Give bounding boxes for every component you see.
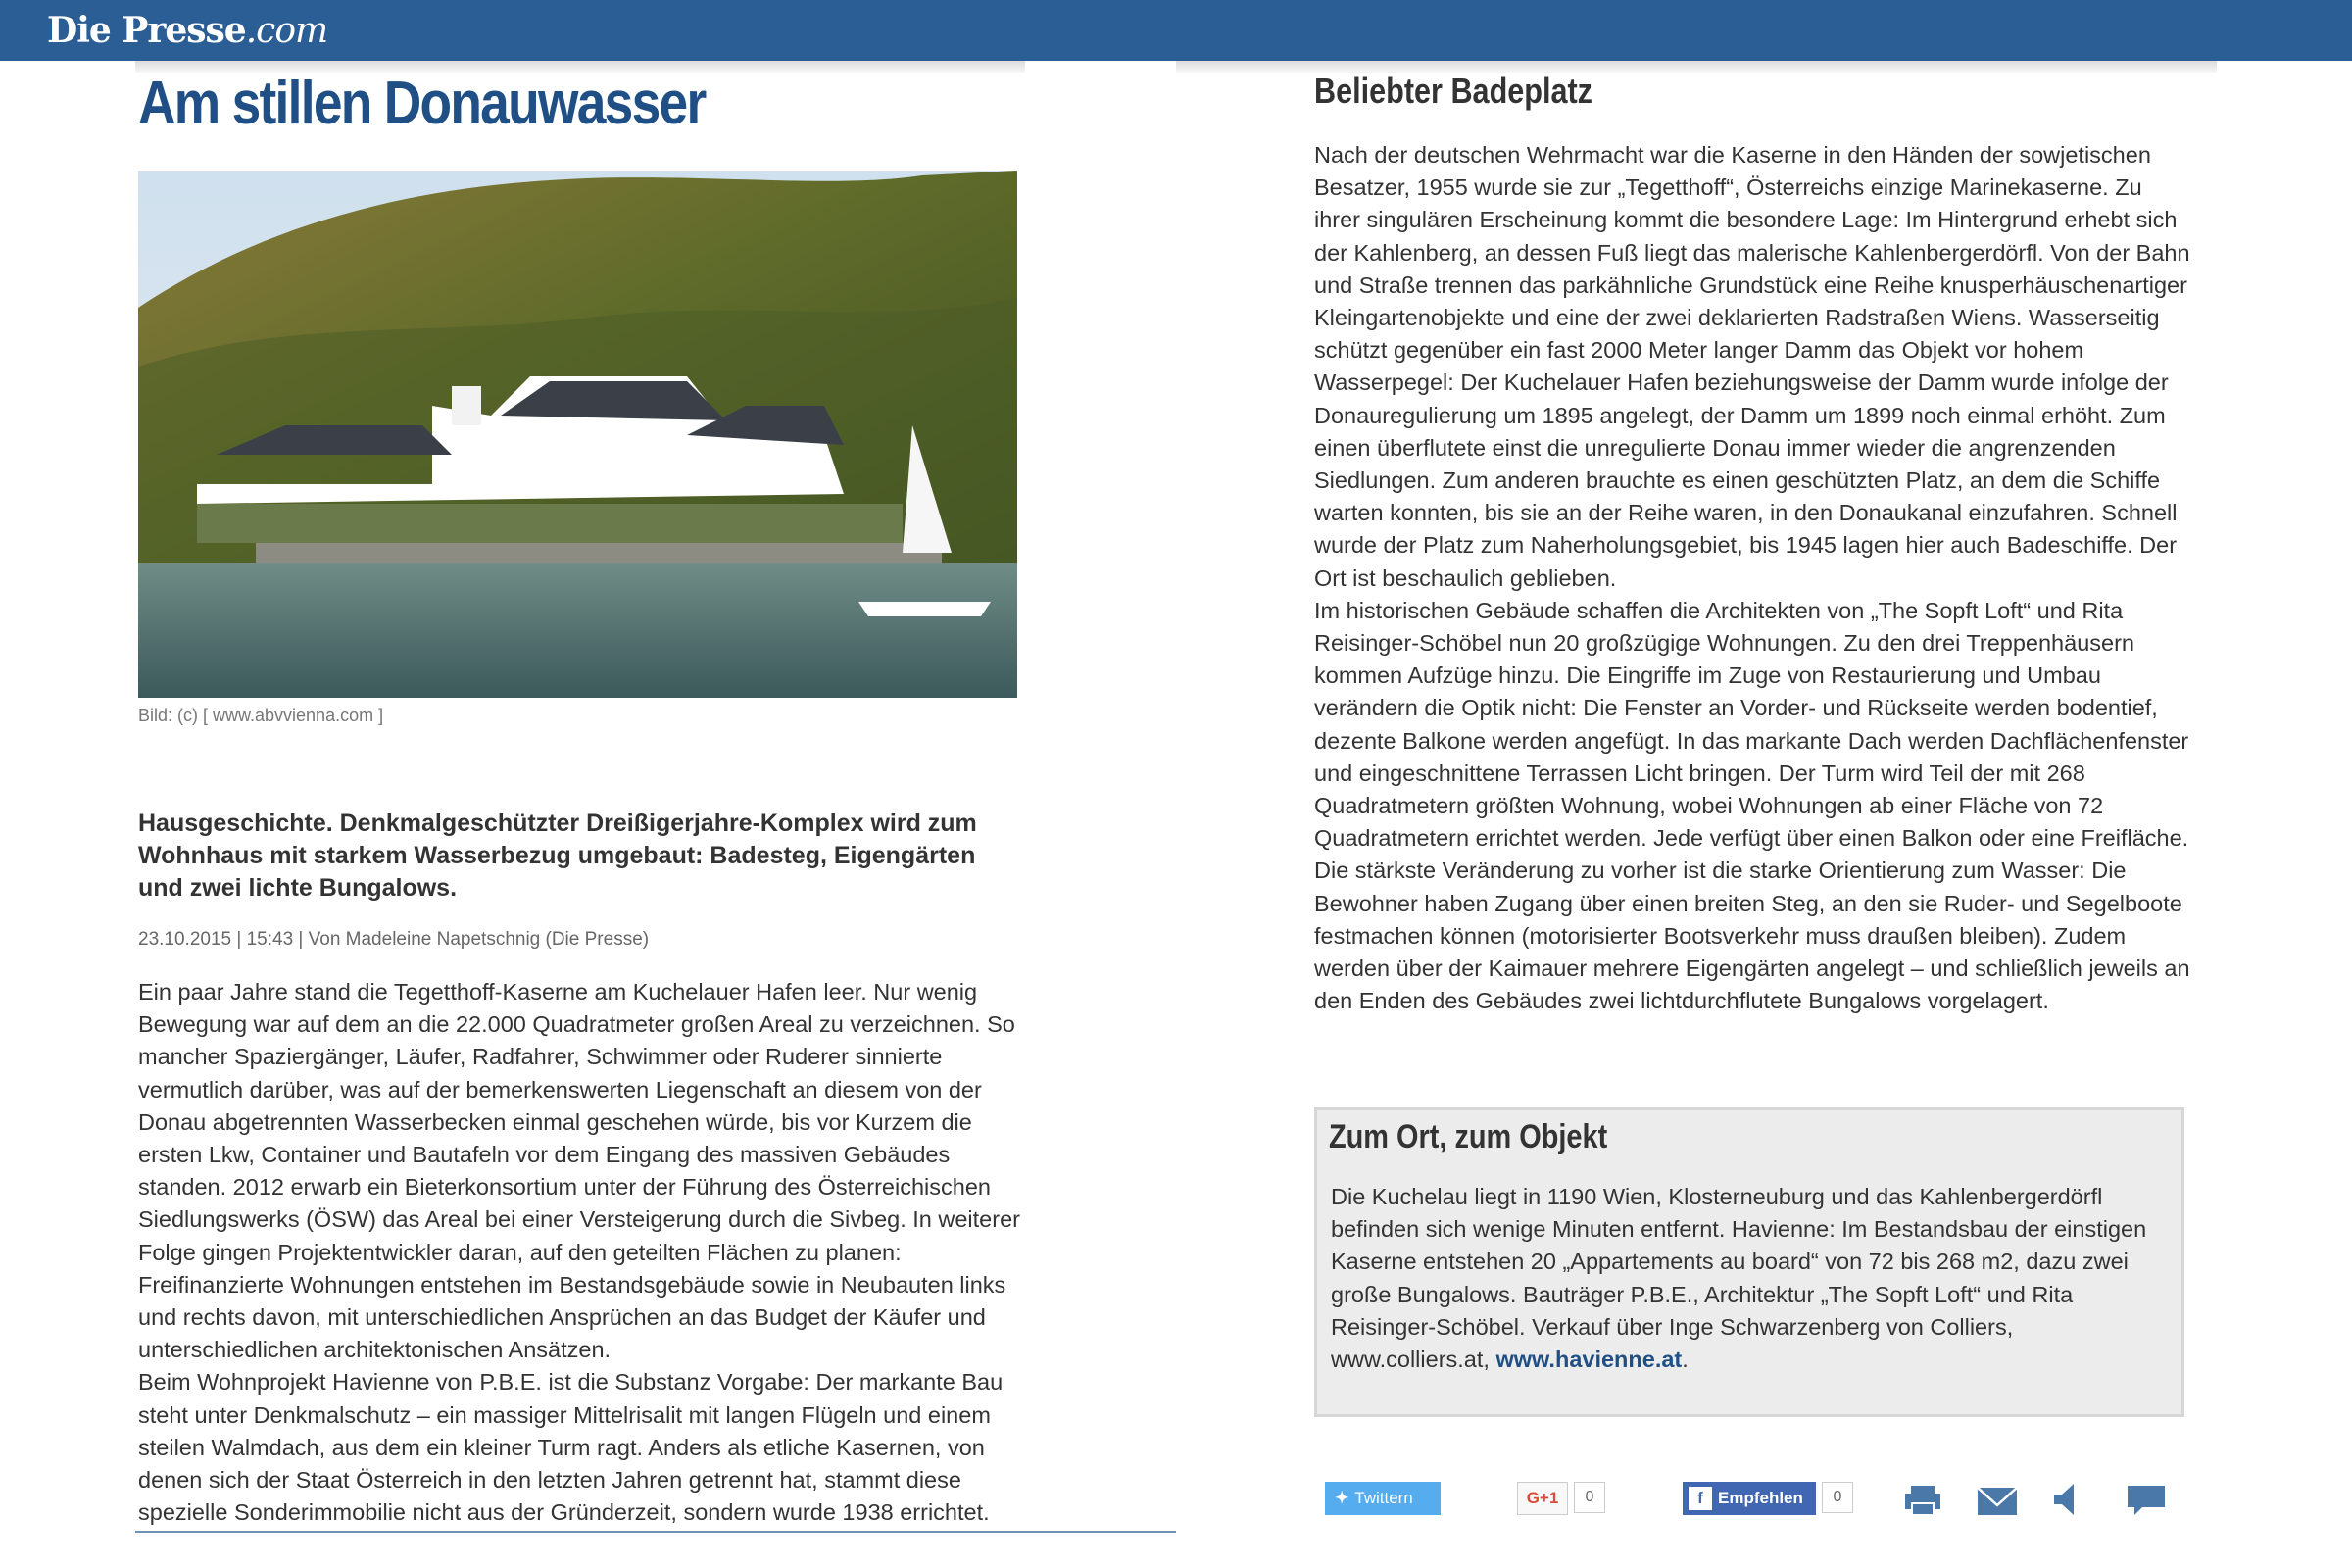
article-title: Am stillen Donauwasser xyxy=(138,70,706,137)
article-subhead: Beliebter Badeplatz xyxy=(1314,71,1592,111)
info-box-title: Zum Ort, zum Objekt xyxy=(1329,1118,1608,1155)
paragraph: Ein paar Jahre stand die Tegetthoff-Kaserne am Kuchelauer Hafen leer. Nur wenig Bewegung war auf dem an die 22.000 Quadratmeter großen Areal zu verzeichnen. So mancher Spaziergänger, Läufer, Radfahrer, Schwimmer oder Ruderer sinnierte vermutlich darüber, was auf der bemerkenswerten Liegenschaft an diesem von der Donau abgetrennten Wasserbecken einmal geschehen würde, bis vor Kurzem die ersten Lkw, Container und Bautafeln vor dem Eingang des massiven Gebäudes standen. 2012 erwarb ein Bieterkonsortium unter der Führung des Österreichischen Siedlungswerks (ÖSW) das Areal bei einer Versteigerung durch die Sivbeg. In weiterer Folge gingen Projektentwickler daran, auf den geteilten Flächen zu planen: Freifinanzierte Wohnungen entstehen im Bestandsgebäude sowie in Neubauten links und rechts davon, mit unterschiedlichen Ansprüchen an das Budget der Käufer und unterschiedlichen architektonischen Ansätzen. xyxy=(138,979,1020,1363)
gplus-share xyxy=(1517,1482,1605,1515)
speech-bubble-icon[interactable] xyxy=(2125,1482,2168,1521)
article-meta: 23.10.2015 | 15:43 | Von Madeleine Napetschnig (Die Presse) xyxy=(138,929,650,950)
site-logo[interactable] xyxy=(47,10,327,51)
image-caption: Bild: (c) [ www.abvvienna.com ] xyxy=(138,706,384,725)
facebook-f-icon: f xyxy=(1689,1487,1712,1510)
facebook-share xyxy=(1683,1482,1865,1515)
article-photo[interactable] xyxy=(138,171,1017,698)
paragraph: Im historischen Gebäude schaffen die Architekten von „The Sopft Loft“ und Rita Reisinger-Schöbel nun 20 großzügige Wohnungen. Zu den drei Treppenhäusern kommen Aufzüge hinzu. Die Eingriffe im Zuge von Restaurierung und Umbau verändern die Optik nicht: Die Fenster an Vorder- und Rückseite werden bodentief, dezente Balkone werden angefügt. In das markante Dach werden Dachflächenfenster und eingeschnittene Terrassen Licht bringen. Der Turm wird Teil der mit 268 Quadratmetern größten Wohnung, wobei Wohnungen ab einer Fläche von 72 Quadratmetern errichtet werden. Jede verfügt über einen Balkon oder eine Freifläche. Die stärkste Veränderung zu vorher ist die starke Orientierung zum Wasser: Die Bewohner haben Zugang über einen breiten Steg, an den sie Ruder- und Segelboote festmachen können (motorisierter Bootsverkehr muss draußen bleiben). Zudem werden über der Kaimauer mehrere Eigengärten angelegt – und schließlich jeweils an den Enden des Gebäudes zwei lichtdurchflutete Bungalows vorgelagert. xyxy=(1314,597,2190,1014)
logo-suffix: .com xyxy=(245,11,328,51)
info-box xyxy=(1314,1107,2184,1417)
paragraph: Nach der deutschen Wehrmacht war die Kaserne in den Händen der sowjetischen Besatzer, 1955 wurde sie zur „Tegetthoff“, Österreichs einzige Marinekaserne. Zu ihrer singulären Erscheinung kommt die besondere Lage: Im Hintergrund erhebt sich der Kahlenberg, an dessen Fuß liegt das malerische Kahlenbergerdörfl. Von der Bahn und Straße trennen das parkähnliche Grundstück eine Reihe knusperhäuschenartiger Kleingartenobjekte und eine der zwei deklarierten Radstraßen Wiens. Wasserseitig schützt gegenüber ein fast 2000 Meter langer Damm das Objekt vor hohem Wasserpegel: Der Kuchelauer Hafen beziehungsweise der Damm wurde infolge der Donauregulierung um 1895 angelegt, der Damm um 1899 noch einmal erhöht. Zum einen überflutete einst die unregulierte Donau immer wieder die angrenzenden Siedlungen. Zum anderen brauchte es einen geschützten Platz, an dem die Schiffe warten konnten, bis sie an der Reihe waren, in den Donaukanal einzufahren. Schnell wurde der Platz zum Naherholungsgebiet, bis 1945 lagen hier auch Badeschiffe. Der Ort ist beschaulich geblieben. xyxy=(1314,142,2190,591)
gplus-button[interactable]: G+1 xyxy=(1517,1482,1568,1515)
article-lead: Hausgeschichte. Denkmalgeschützter Dreißigerjahre-Komplex wird zum Wohnhaus mit starkem Wasserbezug umgebaut: Badesteg, Eigengärten und zwei lichte Bungalows. xyxy=(138,809,977,902)
printer-icon[interactable] xyxy=(1901,1480,1944,1519)
facebook-count: 0 xyxy=(1822,1482,1853,1513)
twitter-label: Twittern xyxy=(1354,1489,1413,1507)
article-left-column xyxy=(138,63,1020,1526)
gplus-count: 0 xyxy=(1574,1482,1605,1513)
havienne-link[interactable]: www.havienne.at xyxy=(1495,1347,1683,1373)
site-header xyxy=(0,0,2352,61)
article-body-right xyxy=(1314,139,2191,1017)
article-body-left xyxy=(138,976,1020,1529)
paragraph: Beim Wohnprojekt Havienne von P.B.E. ist die Substanz Vorgabe: Der markante Bau steht unter Denkmalschutz – ein massiger Mittelrisalit mit langen Flügeln und einem steilen Walmdach, aus dem ein kleiner Turm ragt. Anders als etliche Kasernen, von denen sich der Staat Österreich in den letzten Jahren getrennt hat, stammt diese spezielle Sonderimmobilie nicht aus der Gründerzeit, sondern wurde 1938 errichtet. xyxy=(138,1369,1004,1526)
info-text-end: . xyxy=(1682,1347,1689,1373)
twitter-bird-icon: ✦ xyxy=(1335,1489,1349,1507)
info-box-text xyxy=(1331,1181,2174,1376)
twitter-button[interactable] xyxy=(1325,1482,1441,1515)
logo-main: Die Presse xyxy=(47,10,246,51)
facebook-label: Empfehlen xyxy=(1718,1489,1803,1507)
footer-divider xyxy=(135,1531,1176,1533)
info-text-body: Die Kuchelau liegt in 1190 Wien, Klosterneuburg und das Kahlenbergerdörfl befinden sich wenige Minuten entfernt. Havienne: Im Bestandsbau der einstigen Kaserne entstehen 20 „Appartements au board“ von 72 bis 268 m2, dazu zwei große Bungalows. Bauträger P.B.E., Architektur „The Sopft Loft“ und Rita Reisinger-Schöbel. Verkauf über Inge Schwarzenberg von Colliers, www.colliers.at, xyxy=(1331,1184,2147,1373)
facebook-recommend-button[interactable] xyxy=(1683,1482,1816,1515)
speaker-icon[interactable] xyxy=(2046,1480,2089,1519)
envelope-icon[interactable] xyxy=(1976,1482,2019,1521)
